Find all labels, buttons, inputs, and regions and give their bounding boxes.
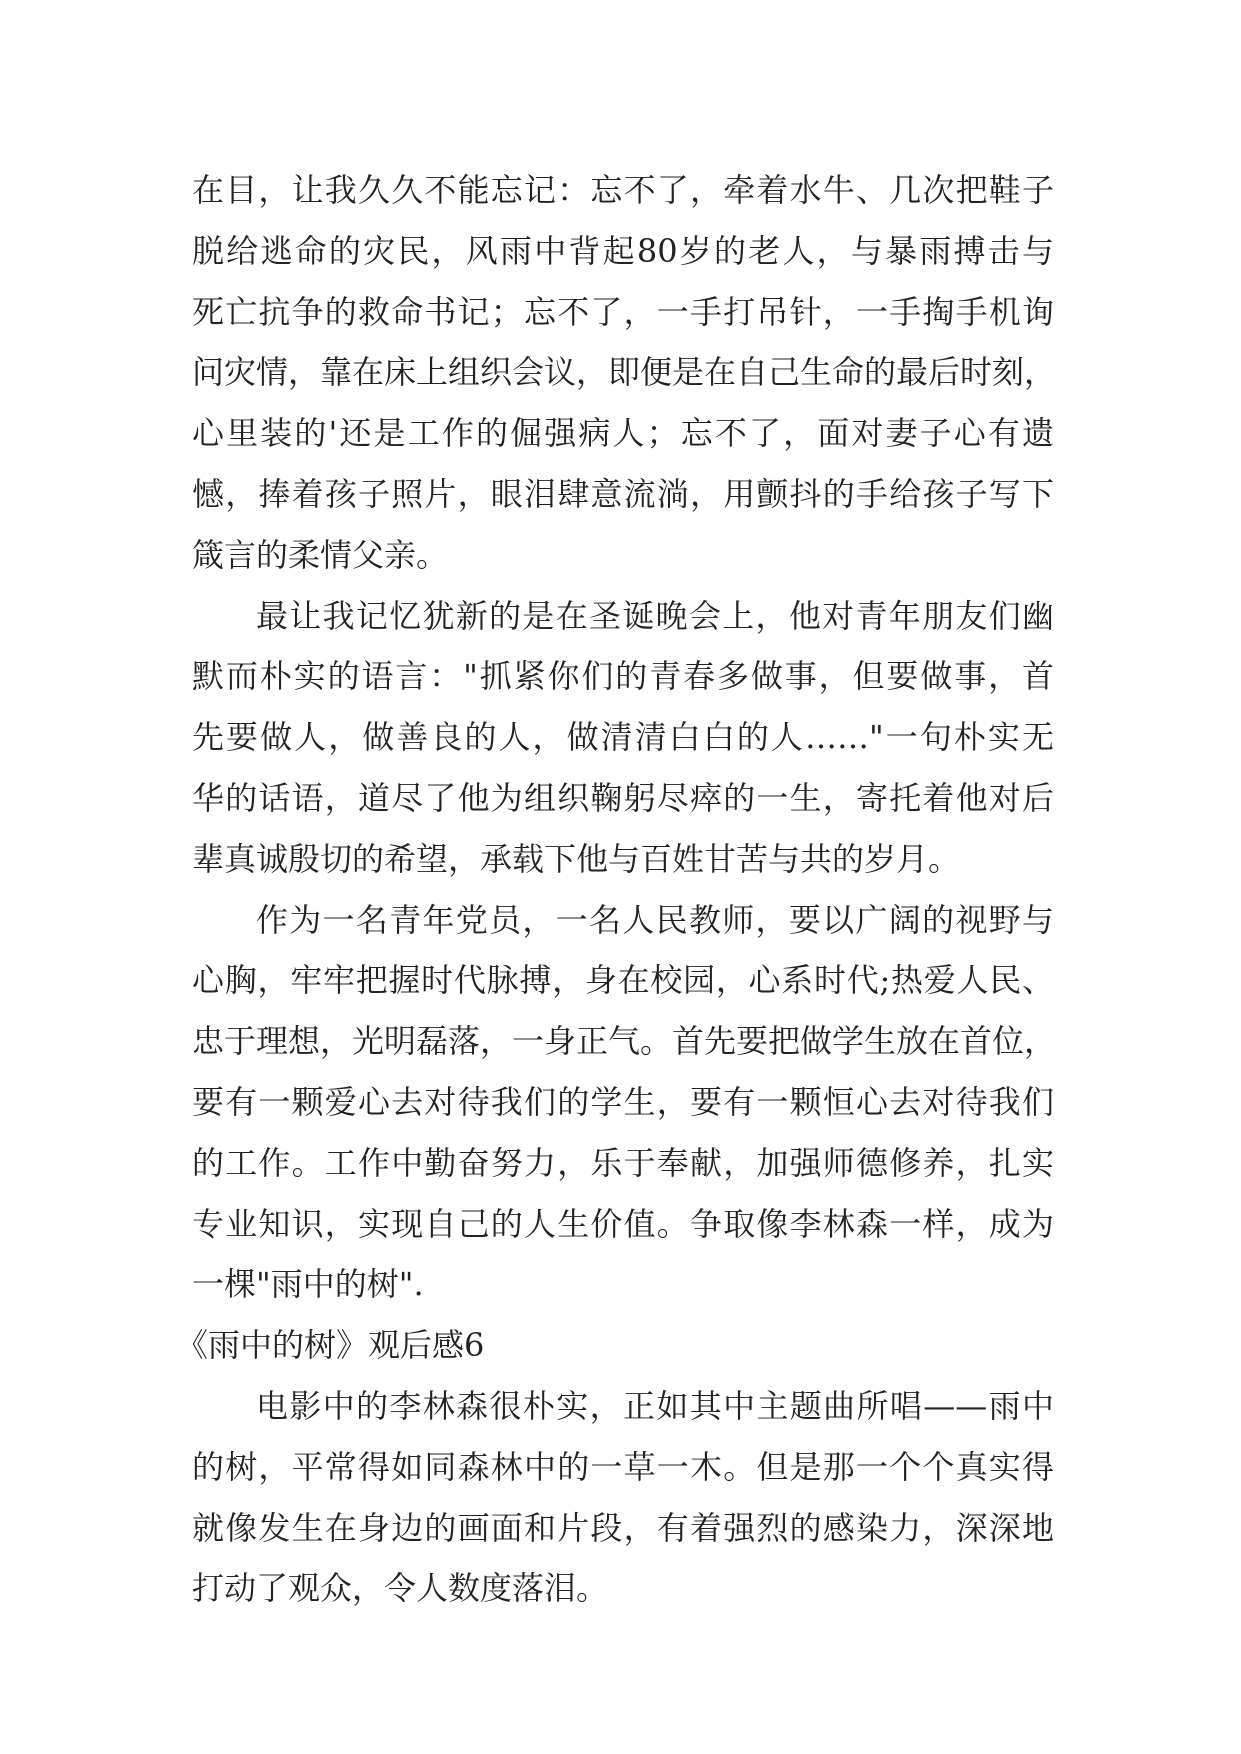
text-line: 默而朴实的语言："抓紧你们的青春多做事，但要做事，首 bbox=[192, 657, 1054, 696]
text-line: 心胸，牢牢把握时代脉搏，身在校园，心系时代;热爱人民、 bbox=[192, 961, 1054, 1000]
text-line: 一棵"雨中的树". bbox=[192, 1265, 424, 1304]
text-line: 在目，让我久久不能忘记：忘不了，牵着水牛、几次把鞋子 bbox=[192, 171, 1054, 209]
paragraph-first-line: 最让我记忆犹新的是在圣诞晚会上，他对青年朋友们幽 bbox=[256, 596, 1054, 635]
section-heading: 《雨中的树》观后感6 bbox=[176, 1326, 485, 1365]
paragraph-first-line: 作为一名青年党员，一名人民教师，要以广阔的视野与 bbox=[256, 900, 1054, 939]
text-line: 脱给逃命的灾民，风雨中背起80岁的老人，与暴雨搏击与 bbox=[192, 231, 1054, 270]
text-line: 辈真诚殷切的希望，承载下他与百姓甘苦与共的岁月。 bbox=[192, 839, 961, 878]
text-line: 打动了观众，令人数度落泪。 bbox=[192, 1569, 609, 1608]
text-line: 忠于理想，光明磊落，一身正气。首先要把做学生放在首位， bbox=[192, 1022, 1057, 1061]
text-line: 华的话语，道尽了他为组织鞠躬尽瘁的一生，寄托着他对后 bbox=[192, 778, 1054, 817]
text-line: 死亡抗争的救命书记；忘不了，一手打吊针，一手掏手机询 bbox=[192, 292, 1054, 331]
text-line: 问灾情，靠在床上组织会议，即便是在自己生命的最后时刻， bbox=[192, 353, 1057, 392]
text-line: 心里装的'还是工作的倔强病人；忘不了，面对妻子心有遗 bbox=[192, 414, 1054, 453]
text-line: 的工作。工作中勤奋努力，乐于奉献，加强师德修养，扎实 bbox=[192, 1143, 1054, 1182]
text-line: 就像发生在身边的画面和片段，有着强烈的感染力，深深地 bbox=[192, 1508, 1054, 1547]
paragraph-first-line: 电影中的李林森很朴实，正如其中主题曲所唱——雨中 bbox=[256, 1386, 1054, 1425]
text-line: 专业知识，实现自己的人生价值。争取像李林森一样，成为 bbox=[192, 1204, 1054, 1243]
text-line: 的树，平常得如同森林中的一草一木。但是那一个个真实得 bbox=[192, 1447, 1054, 1486]
text-line: 先要做人，做善良的人，做清清白白的人……"一句朴实无 bbox=[192, 718, 1054, 757]
text-line: 要有一颗爱心去对待我们的学生，要有一颗恒心去对待我们 bbox=[192, 1082, 1054, 1121]
body-text bbox=[176, 160, 1057, 1619]
text-line: 憾，捧着孩子照片，眼泪肆意流淌，用颤抖的手给孩子写下 bbox=[192, 474, 1054, 513]
text-line: 箴言的柔情父亲。 bbox=[192, 535, 449, 574]
